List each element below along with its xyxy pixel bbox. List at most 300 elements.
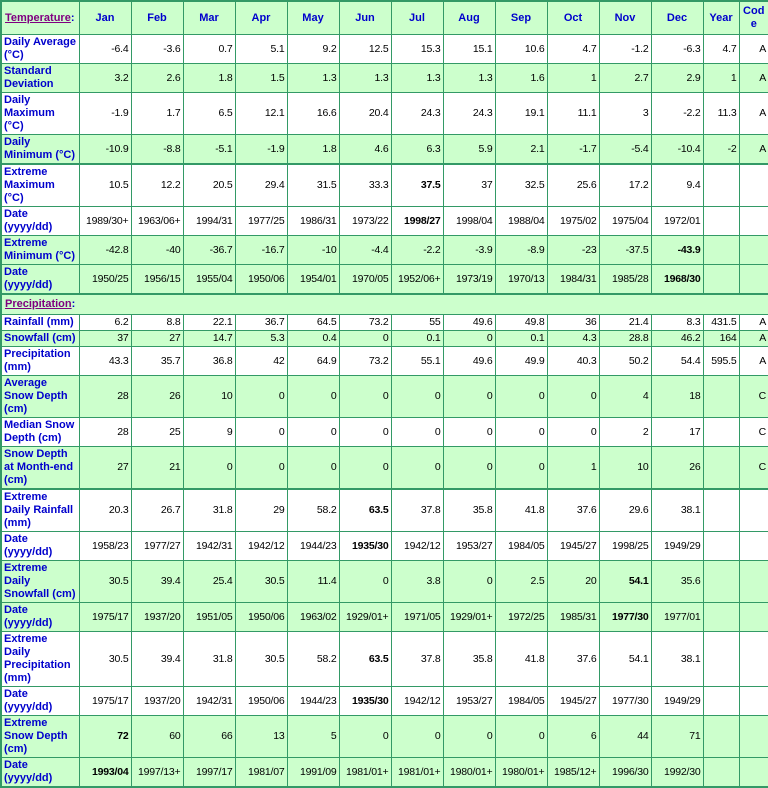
cell: 0: [443, 561, 495, 603]
cell: 1972/25: [495, 603, 547, 632]
cell: 29.4: [235, 164, 287, 207]
cell: 1985/12+: [547, 758, 599, 788]
cell: 1963/02: [287, 603, 339, 632]
cell: 0: [495, 418, 547, 447]
cell: 3.8: [391, 561, 443, 603]
cell: 72: [79, 716, 131, 758]
cell: 10: [183, 376, 235, 418]
cell: 4.7: [703, 35, 739, 64]
cell: [703, 532, 739, 561]
table-row-daily-minimum: [1, 135, 768, 165]
cell: 0: [339, 331, 391, 347]
cell: 60: [131, 716, 183, 758]
cell: 1981/01+: [339, 758, 391, 788]
cell: [739, 687, 768, 716]
cell: A: [739, 35, 768, 64]
cell: -1.9: [79, 93, 131, 135]
cell: 1997/13+: [131, 758, 183, 788]
row-label: Date (yyyy/dd): [1, 687, 79, 716]
cell: 12.2: [131, 164, 183, 207]
cell: [739, 603, 768, 632]
cell: 1.3: [443, 64, 495, 93]
cell: 1.3: [287, 64, 339, 93]
cell: 2.7: [599, 64, 651, 93]
cell: 3.2: [79, 64, 131, 93]
cell: 1985/28: [599, 265, 651, 295]
cell: 0.1: [391, 331, 443, 347]
cell: 37.8: [391, 489, 443, 532]
cell: 21: [131, 447, 183, 490]
cell: 10.6: [495, 35, 547, 64]
cell: [703, 376, 739, 418]
cell: 6: [547, 716, 599, 758]
cell: 0: [495, 447, 547, 490]
cell: 73.2: [339, 347, 391, 376]
col-header-may: May: [287, 1, 339, 35]
cell: 37: [443, 164, 495, 207]
cell: 1997/17: [183, 758, 235, 788]
cell: 17.2: [599, 164, 651, 207]
cell: 35.8: [443, 489, 495, 532]
cell: 1945/27: [547, 532, 599, 561]
cell: 0: [495, 376, 547, 418]
cell: 37.5: [391, 164, 443, 207]
cell: A: [739, 331, 768, 347]
cell: [703, 489, 739, 532]
cell: 1952/06+: [391, 265, 443, 295]
table-row-extreme-daily-precipitation-date: [1, 687, 768, 716]
cell: 37.6: [547, 632, 599, 687]
table-row-rainfall: [1, 315, 768, 331]
cell: 1942/31: [183, 532, 235, 561]
cell: 1: [703, 64, 739, 93]
table-row-extreme-maximum-date: [1, 207, 768, 236]
cell: -1.2: [599, 35, 651, 64]
cell: 8.8: [131, 315, 183, 331]
cell: 431.5: [703, 315, 739, 331]
cell: 1977/27: [131, 532, 183, 561]
cell: 37: [79, 331, 131, 347]
cell: [739, 532, 768, 561]
cell: 1935/30: [339, 532, 391, 561]
cell: 0: [391, 716, 443, 758]
cell: 1.8: [287, 135, 339, 165]
cell: 1984/31: [547, 265, 599, 295]
cell: -23: [547, 236, 599, 265]
cell: 18: [651, 376, 703, 418]
cell: C: [739, 376, 768, 418]
col-header-jun: Jun: [339, 1, 391, 35]
cell: 63.5: [339, 489, 391, 532]
cell: 28: [79, 376, 131, 418]
cell: [739, 265, 768, 295]
temperature-section-header: [1, 1, 79, 35]
cell: 0: [339, 447, 391, 490]
cell: -3.9: [443, 236, 495, 265]
cell: 40.3: [547, 347, 599, 376]
row-label: Median Snow Depth (cm): [1, 418, 79, 447]
cell: 0: [495, 716, 547, 758]
cell: 0: [183, 447, 235, 490]
cell: 6.3: [391, 135, 443, 165]
cell: 28: [79, 418, 131, 447]
col-header-year: Year: [703, 1, 739, 35]
cell: 22.1: [183, 315, 235, 331]
cell: 30.5: [235, 561, 287, 603]
cell: 39.4: [131, 632, 183, 687]
row-label: Extreme Daily Snowfall (cm): [1, 561, 79, 603]
cell: 49.9: [495, 347, 547, 376]
table-row-median-snow-depth: [1, 418, 768, 447]
cell: 1980/01+: [443, 758, 495, 788]
row-label: Daily Maximum (°C): [1, 93, 79, 135]
cell: 0: [547, 418, 599, 447]
cell: 1977/25: [235, 207, 287, 236]
row-label: Average Snow Depth (cm): [1, 376, 79, 418]
col-header-jan: Jan: [79, 1, 131, 35]
cell: 15.1: [443, 35, 495, 64]
cell: -37.5: [599, 236, 651, 265]
cell: 1937/20: [131, 687, 183, 716]
cell: 37.8: [391, 632, 443, 687]
row-label: Snow Depth at Month-end (cm): [1, 447, 79, 490]
cell: 1972/01: [651, 207, 703, 236]
cell: 9.4: [651, 164, 703, 207]
col-header-apr: Apr: [235, 1, 287, 35]
cell: 1981/01+: [391, 758, 443, 788]
cell: C: [739, 418, 768, 447]
cell: 0: [443, 331, 495, 347]
cell: 35.8: [443, 632, 495, 687]
row-label: Snowfall (cm): [1, 331, 79, 347]
cell: 11.4: [287, 561, 339, 603]
row-label: Date (yyyy/dd): [1, 758, 79, 788]
cell: 1.3: [391, 64, 443, 93]
cell: [703, 236, 739, 265]
cell: 55.1: [391, 347, 443, 376]
cell: A: [739, 93, 768, 135]
cell: 5.1: [235, 35, 287, 64]
cell: 24.3: [391, 93, 443, 135]
cell: -16.7: [235, 236, 287, 265]
cell: 55: [391, 315, 443, 331]
row-label: Extreme Maximum (°C): [1, 164, 79, 207]
table-row-extreme-minimum: [1, 236, 768, 265]
table-row-extreme-snow-depth-date: [1, 758, 768, 788]
col-header-sep: Sep: [495, 1, 547, 35]
cell: 0: [287, 447, 339, 490]
cell: 0: [443, 376, 495, 418]
cell: 0: [339, 716, 391, 758]
cell: 1963/06+: [131, 207, 183, 236]
table-row-precipitation: [1, 347, 768, 376]
cell: 1.7: [131, 93, 183, 135]
cell: 0: [339, 376, 391, 418]
cell: 1.6: [495, 64, 547, 93]
cell: 8.3: [651, 315, 703, 331]
cell: 1954/01: [287, 265, 339, 295]
cell: 0: [391, 447, 443, 490]
cell: 1949/29: [651, 532, 703, 561]
cell: 1977/30: [599, 603, 651, 632]
cell: 1977/30: [599, 687, 651, 716]
cell: [739, 758, 768, 788]
row-label: Precipitation (mm): [1, 347, 79, 376]
cell: 1953/27: [443, 687, 495, 716]
cell: 1981/07: [235, 758, 287, 788]
cell: 36.8: [183, 347, 235, 376]
cell: 1975/17: [79, 603, 131, 632]
cell: 1955/04: [183, 265, 235, 295]
cell: 1970/05: [339, 265, 391, 295]
table-row-extreme-daily-snowfall-date: [1, 603, 768, 632]
cell: 29.6: [599, 489, 651, 532]
cell: -1.9: [235, 135, 287, 165]
cell: 9: [183, 418, 235, 447]
cell: -40: [131, 236, 183, 265]
cell: 25: [131, 418, 183, 447]
cell: 63.5: [339, 632, 391, 687]
cell: 39.4: [131, 561, 183, 603]
cell: 1977/01: [651, 603, 703, 632]
cell: 26: [131, 376, 183, 418]
cell: 1950/25: [79, 265, 131, 295]
cell: 21.4: [599, 315, 651, 331]
cell: 10: [599, 447, 651, 490]
cell: -8.9: [495, 236, 547, 265]
cell: 0: [235, 418, 287, 447]
precipitation-section-row: [1, 294, 768, 315]
cell: 2.9: [651, 64, 703, 93]
cell: 11.3: [703, 93, 739, 135]
cell: 0: [339, 561, 391, 603]
cell: 5: [287, 716, 339, 758]
row-label: Extreme Minimum (°C): [1, 236, 79, 265]
cell: 50.2: [599, 347, 651, 376]
cell: 0: [287, 418, 339, 447]
cell: [739, 489, 768, 532]
cell: 164: [703, 331, 739, 347]
table-row-extreme-minimum-date: [1, 265, 768, 295]
cell: 1984/05: [495, 687, 547, 716]
cell: 41.8: [495, 632, 547, 687]
cell: 1929/01+: [339, 603, 391, 632]
cell: 1991/09: [287, 758, 339, 788]
cell: 2.1: [495, 135, 547, 165]
precipitation-colon: :: [71, 298, 76, 310]
cell: 1942/12: [235, 532, 287, 561]
cell: 4: [599, 376, 651, 418]
cell: 1.5: [235, 64, 287, 93]
cell: 33.3: [339, 164, 391, 207]
cell: 15.3: [391, 35, 443, 64]
cell: -5.4: [599, 135, 651, 165]
col-header-dec: Dec: [651, 1, 703, 35]
cell: 0: [443, 447, 495, 490]
cell: 0: [235, 447, 287, 490]
cell: [703, 265, 739, 295]
cell: 2.6: [131, 64, 183, 93]
cell: 20: [547, 561, 599, 603]
cell: 36.7: [235, 315, 287, 331]
table-row-extreme-snow-depth: [1, 716, 768, 758]
cell: [703, 207, 739, 236]
col-header-nov: Nov: [599, 1, 651, 35]
cell: 58.2: [287, 489, 339, 532]
cell: A: [739, 135, 768, 165]
cell: 58.2: [287, 632, 339, 687]
cell: 0: [443, 716, 495, 758]
cell: 49.6: [443, 347, 495, 376]
cell: 1944/23: [287, 532, 339, 561]
row-label: Extreme Daily Rainfall (mm): [1, 489, 79, 532]
cell: 1937/20: [131, 603, 183, 632]
row-label: Daily Average (°C): [1, 35, 79, 64]
cell: [739, 632, 768, 687]
cell: 16.6: [287, 93, 339, 135]
cell: 29: [235, 489, 287, 532]
cell: -6.4: [79, 35, 131, 64]
row-label: Rainfall (mm): [1, 315, 79, 331]
cell: 1970/13: [495, 265, 547, 295]
col-header-aug: Aug: [443, 1, 495, 35]
table-row-standard-deviation: [1, 64, 768, 93]
cell: 0: [339, 418, 391, 447]
table-row-daily-maximum: [1, 93, 768, 135]
cell: 26: [651, 447, 703, 490]
cell: A: [739, 64, 768, 93]
table-row-extreme-maximum: [1, 164, 768, 207]
precipitation-link[interactable]: Precipitation: [5, 298, 72, 310]
table-row-average-snow-depth: [1, 376, 768, 418]
cell: 54.4: [651, 347, 703, 376]
temperature-link[interactable]: Temperature: [5, 11, 71, 24]
cell: 42: [235, 347, 287, 376]
cell: 1986/31: [287, 207, 339, 236]
cell: 1942/31: [183, 687, 235, 716]
cell: 30.5: [79, 632, 131, 687]
cell: 49.8: [495, 315, 547, 331]
cell: 35.7: [131, 347, 183, 376]
cell: 9.2: [287, 35, 339, 64]
cell: 1: [547, 64, 599, 93]
cell: 1968/30: [651, 265, 703, 295]
cell: 0: [443, 418, 495, 447]
cell: 10.5: [79, 164, 131, 207]
cell: 71: [651, 716, 703, 758]
cell: C: [739, 447, 768, 490]
col-header-oct: Oct: [547, 1, 599, 35]
cell: 17: [651, 418, 703, 447]
cell: 28.8: [599, 331, 651, 347]
cell: 27: [79, 447, 131, 490]
cell: -8.8: [131, 135, 183, 165]
cell: [703, 632, 739, 687]
cell: [739, 561, 768, 603]
cell: [703, 418, 739, 447]
col-header-feb: Feb: [131, 1, 183, 35]
cell: 31.5: [287, 164, 339, 207]
cell: 54.1: [599, 561, 651, 603]
cell: 0.1: [495, 331, 547, 347]
cell: 31.8: [183, 489, 235, 532]
cell: 1942/12: [391, 687, 443, 716]
cell: 32.5: [495, 164, 547, 207]
cell: [739, 716, 768, 758]
cell: 31.8: [183, 632, 235, 687]
cell: 1973/19: [443, 265, 495, 295]
row-label: Extreme Snow Depth (cm): [1, 716, 79, 758]
cell: 6.2: [79, 315, 131, 331]
cell: 1944/23: [287, 687, 339, 716]
cell: 4.6: [339, 135, 391, 165]
cell: [703, 716, 739, 758]
cell: 1935/30: [339, 687, 391, 716]
cell: 12.1: [235, 93, 287, 135]
cell: 1975/04: [599, 207, 651, 236]
cell: 0: [391, 418, 443, 447]
cell: 1980/01+: [495, 758, 547, 788]
cell: 64.9: [287, 347, 339, 376]
cell: 1945/27: [547, 687, 599, 716]
cell: A: [739, 347, 768, 376]
cell: 1996/30: [599, 758, 651, 788]
cell: 19.1: [495, 93, 547, 135]
cell: 1929/01+: [443, 603, 495, 632]
cell: 11.1: [547, 93, 599, 135]
cell: -10.9: [79, 135, 131, 165]
cell: 26.7: [131, 489, 183, 532]
cell: 38.1: [651, 632, 703, 687]
col-header-mar: Mar: [183, 1, 235, 35]
cell: -6.3: [651, 35, 703, 64]
cell: 14.7: [183, 331, 235, 347]
cell: 5.9: [443, 135, 495, 165]
cell: 0: [391, 376, 443, 418]
cell: 43.3: [79, 347, 131, 376]
cell: 30.5: [79, 561, 131, 603]
cell: 36: [547, 315, 599, 331]
cell: 37.6: [547, 489, 599, 532]
cell: 1989/30+: [79, 207, 131, 236]
cell: 66: [183, 716, 235, 758]
cell: 1992/30: [651, 758, 703, 788]
cell: 1953/27: [443, 532, 495, 561]
cell: 1998/04: [443, 207, 495, 236]
cell: 1973/22: [339, 207, 391, 236]
cell: 12.5: [339, 35, 391, 64]
cell: 1958/23: [79, 532, 131, 561]
cell: -1.7: [547, 135, 599, 165]
cell: 1993/04: [79, 758, 131, 788]
cell: A: [739, 315, 768, 331]
cell: 20.4: [339, 93, 391, 135]
row-label: Date (yyyy/dd): [1, 532, 79, 561]
cell: [703, 447, 739, 490]
cell: 0.7: [183, 35, 235, 64]
cell: 1: [547, 447, 599, 490]
col-header-code: Code: [739, 1, 768, 35]
cell: 1988/04: [495, 207, 547, 236]
cell: 1.8: [183, 64, 235, 93]
cell: 1975/02: [547, 207, 599, 236]
cell: 44: [599, 716, 651, 758]
cell: 0.4: [287, 331, 339, 347]
header-row: [1, 1, 768, 35]
cell: -4.4: [339, 236, 391, 265]
cell: 1949/29: [651, 687, 703, 716]
cell: -36.7: [183, 236, 235, 265]
